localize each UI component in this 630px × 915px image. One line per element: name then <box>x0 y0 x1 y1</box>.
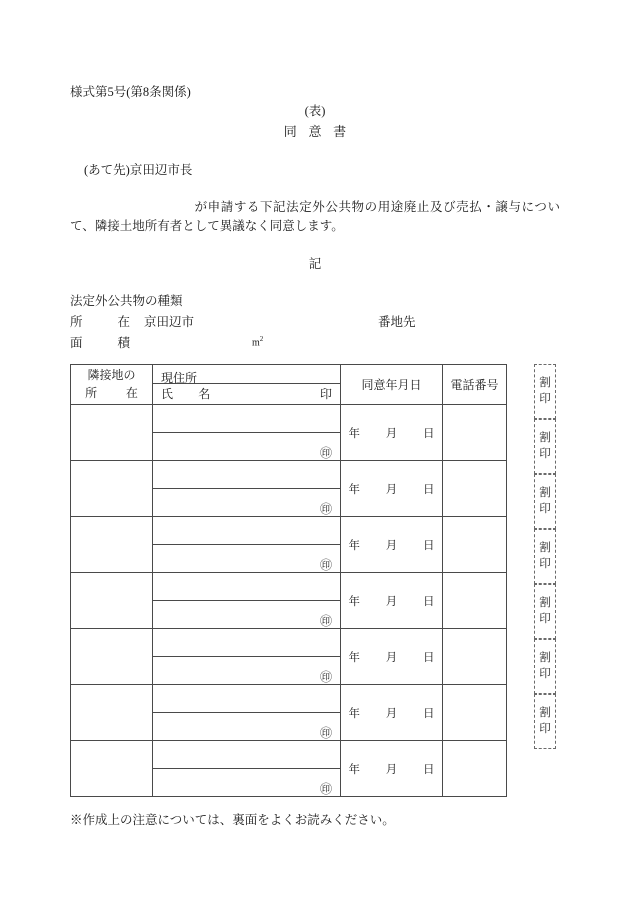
cell-phone[interactable] <box>443 573 507 629</box>
header-adjacent-location-line1: 隣接地の <box>87 368 136 383</box>
table-header-row <box>71 365 507 405</box>
warijin-label-line1: 割 <box>539 652 551 665</box>
table-row <box>71 461 507 517</box>
warijin-box[interactable] <box>534 584 556 639</box>
cell-phone[interactable] <box>443 741 507 797</box>
cell-adjacent-location[interactable] <box>71 405 153 461</box>
cell-address-name <box>153 741 341 797</box>
item-kind <box>70 291 530 312</box>
cell-name-seal[interactable] <box>153 489 340 516</box>
item-area <box>70 333 530 354</box>
warijin-box[interactable] <box>534 639 556 694</box>
cell-name-seal[interactable] <box>153 657 340 684</box>
cell-address-name <box>153 461 341 517</box>
table-body <box>71 365 507 797</box>
seal-mark-icon: ㊞ <box>319 669 332 684</box>
warijin-box[interactable] <box>534 364 556 419</box>
header-name: 氏 名 <box>161 387 217 401</box>
warijin-label-line2: 印 <box>539 667 551 680</box>
cell-consent-date[interactable]: 年 月 日 <box>341 461 443 517</box>
cell-name-seal[interactable] <box>153 713 340 740</box>
warijin-label-line1: 割 <box>539 707 551 720</box>
header-name-seal <box>153 384 340 404</box>
warijin-label-line1: 割 <box>539 597 551 610</box>
table-row <box>71 573 507 629</box>
cell-name-seal[interactable] <box>153 433 340 460</box>
header-seal: 印 <box>319 387 332 401</box>
cell-adjacent-location[interactable] <box>71 517 153 573</box>
table-row <box>71 685 507 741</box>
item-location-value: 京田辺市 <box>144 315 195 329</box>
header-phone: 電話番号 <box>443 365 507 405</box>
warijin-column <box>534 364 560 749</box>
header-address-name <box>153 365 341 405</box>
footer-note: ※作成上の注意については、裏面をよくお読みください。 <box>70 813 395 827</box>
cell-consent-date[interactable]: 年 月 日 <box>341 517 443 573</box>
table-row <box>71 517 507 573</box>
cell-name-seal[interactable] <box>153 545 340 572</box>
seal-mark-icon: ㊞ <box>319 725 332 740</box>
cell-consent-date[interactable]: 年 月 日 <box>341 629 443 685</box>
cell-phone[interactable] <box>443 685 507 741</box>
cell-current-address[interactable] <box>153 574 340 601</box>
cell-address-name <box>153 405 341 461</box>
warijin-box[interactable] <box>534 474 556 529</box>
warijin-box[interactable] <box>534 419 556 474</box>
cell-name-seal[interactable] <box>153 601 340 628</box>
seal-mark-icon: ㊞ <box>319 445 332 460</box>
cell-consent-date[interactable]: 年 月 日 <box>341 573 443 629</box>
warijin-label-line2: 印 <box>539 722 551 735</box>
area-unit-m: m <box>252 337 260 349</box>
cell-phone[interactable] <box>443 517 507 573</box>
cell-current-address[interactable] <box>153 686 340 713</box>
item-list <box>70 291 530 354</box>
warijin-label-line1: 割 <box>539 487 551 500</box>
page-title: 同意書 <box>283 124 358 139</box>
seal-mark-icon: ㊞ <box>319 557 332 572</box>
item-location-label: 所 在 <box>70 315 142 329</box>
warijin-label-line1: 割 <box>539 377 551 390</box>
addressee-line: (あて先)京田辺市長 <box>84 163 193 177</box>
cell-address-name <box>153 629 341 685</box>
warijin-box[interactable] <box>534 529 556 584</box>
warijin-label-line2: 印 <box>539 612 551 625</box>
header-current-address: 現住所 <box>153 365 340 384</box>
side-label: (表) <box>304 104 326 118</box>
cell-current-address[interactable] <box>153 630 340 657</box>
cell-name-seal[interactable] <box>153 769 340 796</box>
area-unit-exponent: 2 <box>259 335 264 343</box>
header-consent-date: 同意年月日 <box>341 365 443 405</box>
cell-adjacent-location[interactable] <box>71 629 153 685</box>
warijin-box[interactable] <box>534 694 556 749</box>
warijin-label-line2: 印 <box>539 557 551 570</box>
cell-address-name <box>153 573 341 629</box>
body-paragraph <box>70 198 560 237</box>
warijin-label-line2: 印 <box>539 447 551 460</box>
item-location-suffix: 番地先 <box>378 315 416 329</box>
ki-mark: 記 <box>308 257 322 271</box>
seal-mark-icon: ㊞ <box>319 613 332 628</box>
header-adjacent-location-line2: 所 在 <box>85 385 147 400</box>
cell-address-name <box>153 685 341 741</box>
form-number: 様式第5号(第8条関係) <box>70 85 191 99</box>
header-adjacent-location <box>71 365 153 405</box>
table-row <box>71 741 507 797</box>
cell-consent-date[interactable]: 年 月 日 <box>341 741 443 797</box>
warijin-label-line1: 割 <box>539 542 551 555</box>
warijin-label-line2: 印 <box>539 502 551 515</box>
cell-adjacent-location[interactable] <box>71 573 153 629</box>
cell-adjacent-location[interactable] <box>71 461 153 517</box>
seal-mark-icon: ㊞ <box>319 781 332 796</box>
cell-adjacent-location[interactable] <box>71 685 153 741</box>
cell-consent-date[interactable]: 年 月 日 <box>341 685 443 741</box>
item-location <box>70 312 530 333</box>
body-text: が申請する下記法定外公共物の用途廃止及び売払・譲与について、隣接土地所有者として異議なく同意します。 <box>70 200 560 234</box>
warijin-label-line1: 割 <box>539 432 551 445</box>
item-area-label: 面 積 <box>70 336 142 350</box>
item-area-unit <box>252 333 263 352</box>
cell-current-address[interactable] <box>153 406 340 433</box>
cell-adjacent-location[interactable] <box>71 741 153 797</box>
seal-mark-icon: ㊞ <box>319 501 332 516</box>
cell-phone[interactable] <box>443 461 507 517</box>
warijin-label-line2: 印 <box>539 392 551 405</box>
cell-phone[interactable] <box>443 629 507 685</box>
consent-table <box>70 364 507 797</box>
table-row <box>71 629 507 685</box>
cell-phone[interactable] <box>443 405 507 461</box>
item-kind-label: 法定外公共物の種類 <box>70 294 183 308</box>
cell-address-name <box>153 517 341 573</box>
table-row <box>71 405 507 461</box>
cell-consent-date[interactable]: 年 月 日 <box>341 405 443 461</box>
cell-current-address[interactable] <box>153 742 340 769</box>
cell-current-address[interactable] <box>153 518 340 545</box>
cell-current-address[interactable] <box>153 462 340 489</box>
